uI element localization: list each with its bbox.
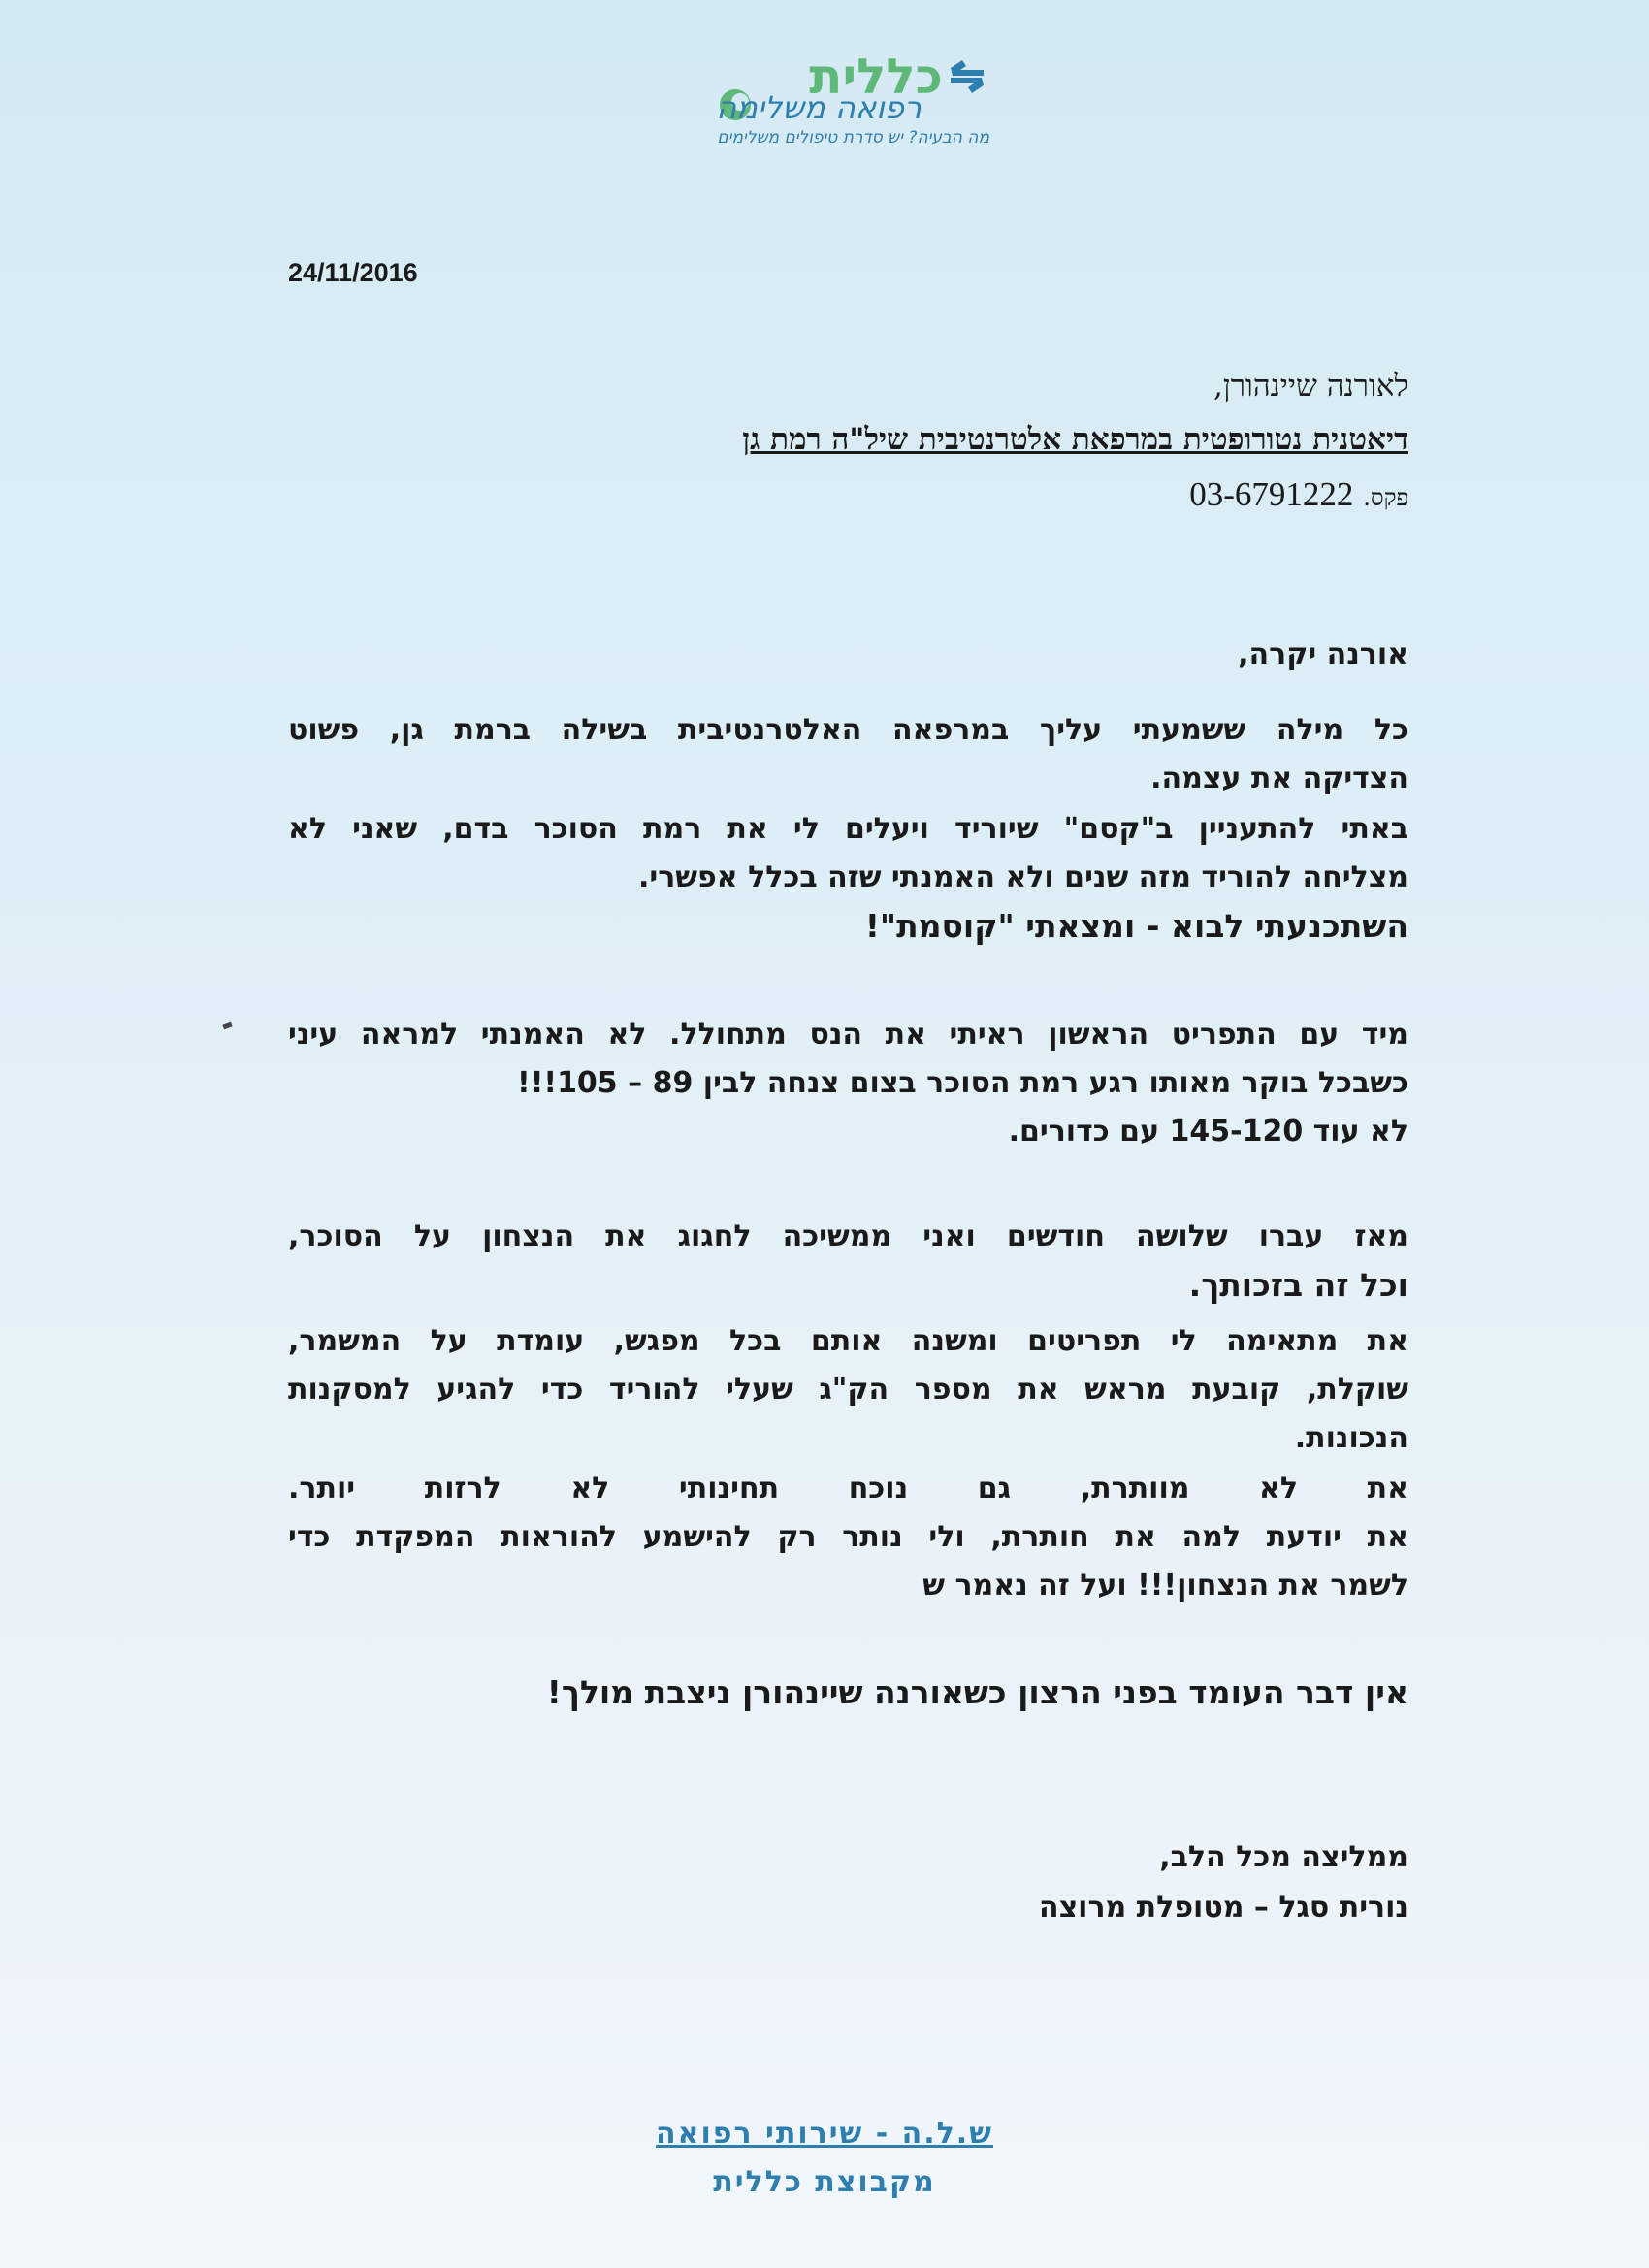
paragraph-1	[288, 706, 1408, 803]
logo-subtitle: רפואה משלימה	[716, 89, 922, 126]
recipient-name: לאורנה שיינהורן,	[1212, 369, 1408, 404]
paragraph-line: באתי להתעניין ב"קסם" שיוריד ויעלים לי את רמת הסוכר בדם, שאני לא	[288, 812, 1408, 846]
clalit-logo	[698, 49, 989, 155]
paragraph-7	[288, 1465, 1408, 1610]
paragraph-line: מאז עברו שלושה חודשים ואני ממשיכה לחגוג את הנצחון על הסוכר,	[288, 1219, 1408, 1253]
footer-organization: ש.ל.ה - שירותי רפואה	[656, 2117, 993, 2151]
scan-artifact-mark	[222, 1022, 232, 1030]
paragraph-6	[288, 1317, 1408, 1463]
footer-parent-group: מקבוצת כללית	[713, 2165, 936, 2199]
letter-signature: נורית סגל – מטופלת מרוצה	[1038, 1891, 1408, 1925]
paragraph-line: לא עוד 145-120 עם כדורים.	[1008, 1115, 1408, 1149]
paragraph-line: כשבכל בוקר מאותו רגע רמת הסוכר בצום צנחה לבין 89 – 105!!!	[517, 1066, 1408, 1100]
paragraph-line: מצליחה להוריד מזה שנים ולא האמנתי שזה בכלל אפשרי.	[638, 860, 1408, 894]
paragraph-line: מיד עם התפריט הראשון ראיתי את הנס מתחולל. לא האמנתי למראה עיני	[288, 1018, 1408, 1052]
fax-label: פקס.	[1363, 484, 1408, 511]
clalit-symbol-icon	[945, 54, 989, 99]
fax-line	[1189, 475, 1408, 514]
paragraph-line: לשמר את הנצחון!!! ועל זה נאמר ש	[922, 1569, 1408, 1603]
paragraph-3: השתכנעתי לבוא - ומצאתי "קוסמת"!	[864, 907, 1408, 945]
paragraph-line: כל מילה ששמעתי עליך במרפאה האלטרנטיבית בשילה ברמת גן, פשוט	[288, 713, 1408, 747]
paragraph-8: אין דבר העומד בפני הרצון כשאורנה שיינהורן ניצבת מולך!	[546, 1673, 1408, 1711]
paragraph-5	[288, 1213, 1408, 1310]
letter-greeting: אורנה יקרה,	[1238, 637, 1408, 671]
paragraph-line: שוקלת, קובעת מראש את מספר הק"ג שעלי להוריד כדי להגיע למסקנות	[288, 1373, 1408, 1407]
paragraph-line: את מתאימה לי תפריטים ומשנה אותם בכל מפגש, עומדת על המשמר,	[288, 1324, 1408, 1358]
logo-name: כללית	[809, 49, 943, 105]
paragraph-line: הצדיקה את עצמה.	[1150, 761, 1408, 795]
paragraph-4	[288, 1011, 1408, 1156]
recipient-title: דיאטנית נטורופטית במרפאת אלטרנטיבית שיל"ה רמת גן	[742, 422, 1408, 457]
letter-closing: ממליצה מכל הלב,	[1159, 1840, 1408, 1874]
fax-number: 03-6791222	[1189, 475, 1354, 513]
paragraph-line: וכל זה בזכותך.	[1188, 1266, 1408, 1304]
logo-tagline: מה הבעיה? יש סדרת טיפולים משלימים	[717, 128, 989, 147]
paragraph-2	[288, 805, 1408, 902]
paragraph-line: את יודעת למה את חותרת, ולי נותר רק להישמע להוראות המפקדת כדי	[288, 1520, 1408, 1554]
paragraph-line: הנכונות.	[1294, 1421, 1408, 1455]
letter-date: 24/11/2016	[288, 258, 418, 287]
paragraph-line: את לא מוותרת, גם נוכח תחינותי לא לרזות יותר.	[288, 1472, 1408, 1506]
